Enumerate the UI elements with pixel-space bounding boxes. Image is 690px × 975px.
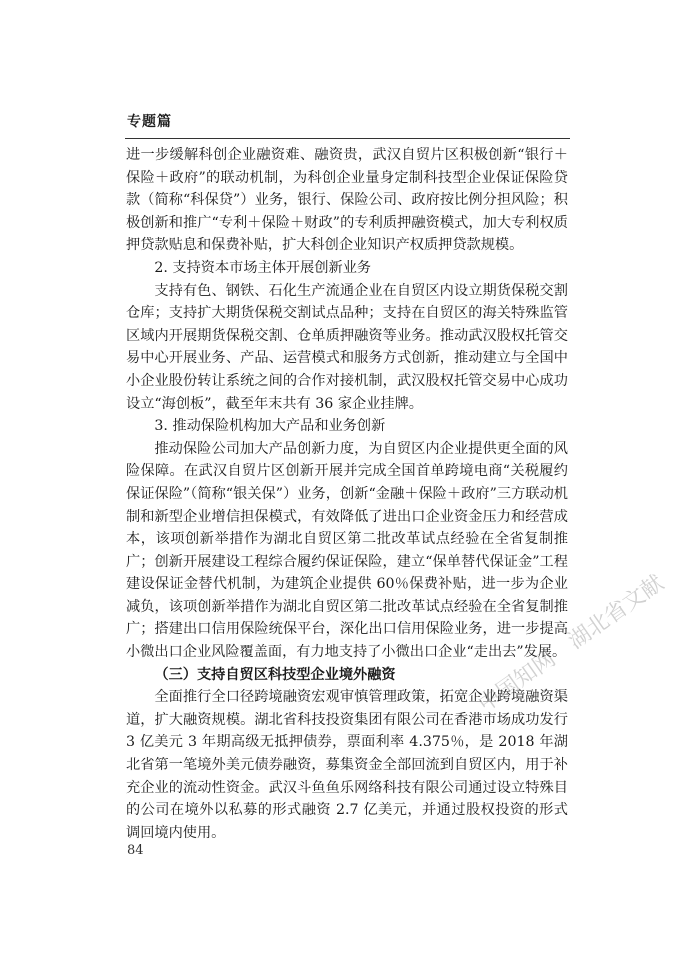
header-divider bbox=[125, 138, 570, 139]
section-heading-overseas-financing: （三）支持自贸区科技型企业境外融资 bbox=[154, 666, 396, 683]
page-body bbox=[126, 144, 568, 844]
watermark: 中国知网 湖北省文献 bbox=[473, 570, 669, 718]
subheading-insurance: 3. 推动保险机构加大产品和业务创新 bbox=[154, 418, 386, 435]
paragraph-insurance: 推动保险公司加大产品创新力度，为自贸区内企业提供更全面的风险保障。在武汉自贸片区创新开展并完成全国首单跨境电商“关税履约保证保险”（简称“银关保”）业务，创新“金融＋保险＋政府”三方联动机制和新型企业增信担保模式，有效降低了进出口企业资金压力和经营成本，该项创新举措作为湖北自贸区第二批改革试点经验在全省复制推广；创新开展建设工程综合履约保证保险，建立“保单替代保证金”工程建设保证金替代机制，为建筑企业提供 60％保费补贴，进一步为企业减负，该项创新举措作为湖北自贸区第二批改革试点经验在全省复制推广；搭建出口信用保险统保平台，深化出口信用保险业务，进一步提高小微出口企业风险覆盖面，有力地支持了小微出口企业“走出去”发展。 bbox=[126, 440, 568, 661]
page-number: 84 bbox=[127, 843, 144, 858]
subheading-capital-market: 2. 支持资本市场主体开展创新业务 bbox=[154, 259, 372, 276]
paragraph-overseas-financing: 全面推行全口径跨境融资宏观审慎管理政策，拓宽企业跨境融资渠道，扩大融资规模。湖北省科技投资集团有限公司在香港市场成功发行 3 亿美元 3 年期高级无抵押债券，票面利率 4.375％，是 2018 年湖北省第一笔境外美元债券融资，募集资金全部回流到自贸区内，用于补充企业的流动性资金。武汉斗鱼鱼乐网络科技有限公司通过设立特殊目的公司在境外以私募的形式融资 2.7 亿美元，并通过股权投资的形式调回境内使用。 bbox=[126, 689, 568, 841]
section-title: 专题篇 bbox=[127, 114, 172, 130]
paragraph-capital-market: 支持有色、钢铁、石化生产流通企业在自贸区内设立期货保税交割仓库；支持扩大期货保税交割试点品种；支持在自贸区的海关特殊监管区域内开展期货保税交割、仓单质押融资等业务。推动武汉股权托管交易中心开展业务、产品、运营模式和服务方式创新，推动建立与全国中小企业股份转让系统之间的合作对接机制，武汉股权托管交易中心成功设立“海创板”，截至年末共有 36 家企业挂牌。 bbox=[126, 282, 568, 412]
paragraph-continuation: 进一步缓解科创企业融资难、融资贵，武汉自贸片区积极创新“银行＋保险＋政府”的联动机制，为科创企业量身定制科技型企业保证保险贷款（简称“科保贷”）业务，银行、保险公司、政府按比例分担风险；积极创新和推广“专利＋保险＋财政”的专利质押融资模式，加大专利权质押贷款贴息和保费补贴，扩大科创企业知识产权质押贷款规模。 bbox=[126, 147, 568, 254]
